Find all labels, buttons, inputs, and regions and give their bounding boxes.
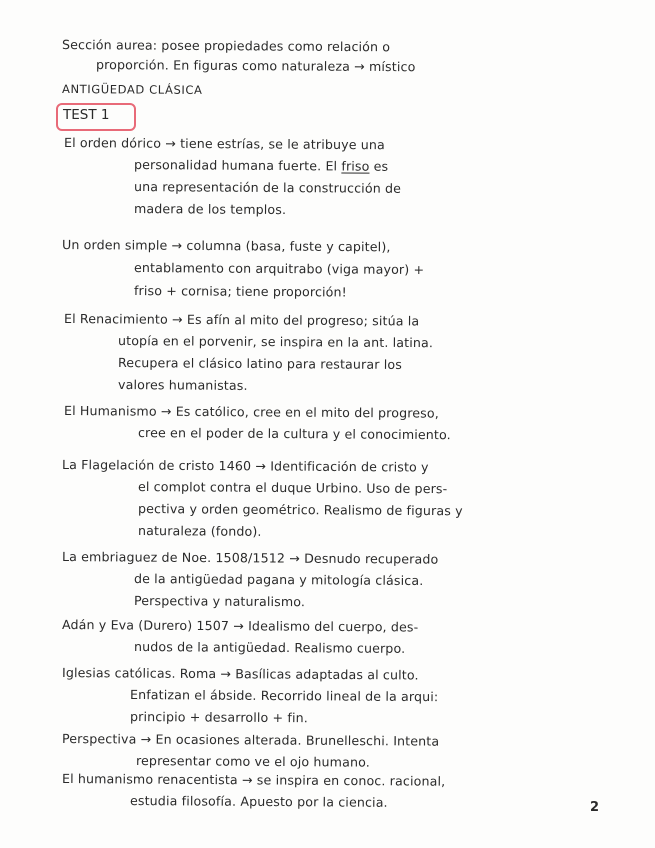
humanismo-line-2: cree en el poder de la cultura y el conocimiento. [137, 425, 451, 443]
flagelacion-line-2: el complot contra el duque Urbino. Uso de pers- [137, 479, 448, 497]
renacimiento-line-3: Recupera el clásico latino para restaurar los [117, 355, 403, 372]
embriaguez-line-2: de la antigüedad pagana y mitología clásica. [133, 571, 424, 589]
flagelacion-line-1: La Flagelación de cristo 1460 → Identificación de cristo y [61, 457, 429, 475]
renacimiento-line-2: utopía en el porvenir, se inspira en la ant. latina. [117, 333, 434, 351]
perspectiva-line-2: representar como ve el ojo humano. [135, 753, 370, 770]
iglesias-line-1: Iglesias católicas. Roma → Basílicas adaptadas al culto. [61, 665, 419, 683]
orden-line-3: friso + cornisa; tiene proporción! [133, 283, 347, 300]
orden-line-1: Un orden simple → columna (basa, fuste y capitel), [61, 237, 391, 255]
page-number: 2 [590, 800, 600, 815]
test-label: TEST 1 [63, 107, 110, 123]
flagelacion-line-3: pectiva y orden geométrico. Realismo de figuras y [137, 501, 463, 519]
dorico-line-4: madera de los templos. [133, 201, 287, 218]
dorico-line-2 [134, 156, 388, 176]
humanismo-renacentista-line-1: El humanismo renacentista → se inspira en conoc. racional, [61, 771, 446, 789]
flagelacion-line-4: naturaleza (fondo). [137, 523, 262, 539]
adan-line-1: Adán y Eva (Durero) 1507 → Idealismo del cuerpo, des- [61, 617, 419, 635]
embriaguez-line-1: La embriaguez de Noe. 1508/1512 → Desnudo recuperado [61, 549, 439, 567]
iglesias-line-2: Enfatizan el ábside. Recorrido lineal de la arqui: [129, 687, 439, 705]
orden-line-2: entablamento con arquitrabo (viga mayor) + [133, 260, 425, 278]
header-line-1: Sección aurea: posee propiedades como relación o [61, 37, 391, 55]
dorico-line-3: una representación de la construcción de [133, 179, 402, 196]
perspectiva-line-1: Perspectiva → En ocasiones alterada. Brunelleschi. Intenta [61, 731, 440, 749]
section-heading: ANTIGÜEDAD CLÁSICA [61, 82, 203, 97]
humanismo-line-1: El Humanismo → Es católico, cree en el mito del progreso, [63, 403, 439, 421]
dorico-line-2c: es [369, 158, 389, 174]
adan-line-2: nudos de la antigüedad. Realismo cuerpo. [133, 639, 406, 656]
iglesias-line-3: principio + desarrollo + fin. [129, 709, 309, 726]
renacimiento-line-4: valores humanistas. [117, 377, 248, 393]
header-line-2: proporción. En figuras como naturaleza → místico [95, 57, 416, 75]
dorico-line-1: El orden dórico → tiene estrías, se le atribuye una [63, 135, 386, 153]
embriaguez-line-3: Perspectiva y naturalismo. [133, 593, 306, 610]
dorico-line-2a: personalidad humana fuerte. El [133, 157, 342, 174]
humanismo-renacentista-line-2: estudia filosofía. Apuesto por la ciencia. [129, 793, 388, 810]
friso-term: friso [341, 158, 370, 174]
renacimiento-line-1: El Renacimiento → Es afín al mito del progreso; sitúa la [63, 311, 420, 329]
